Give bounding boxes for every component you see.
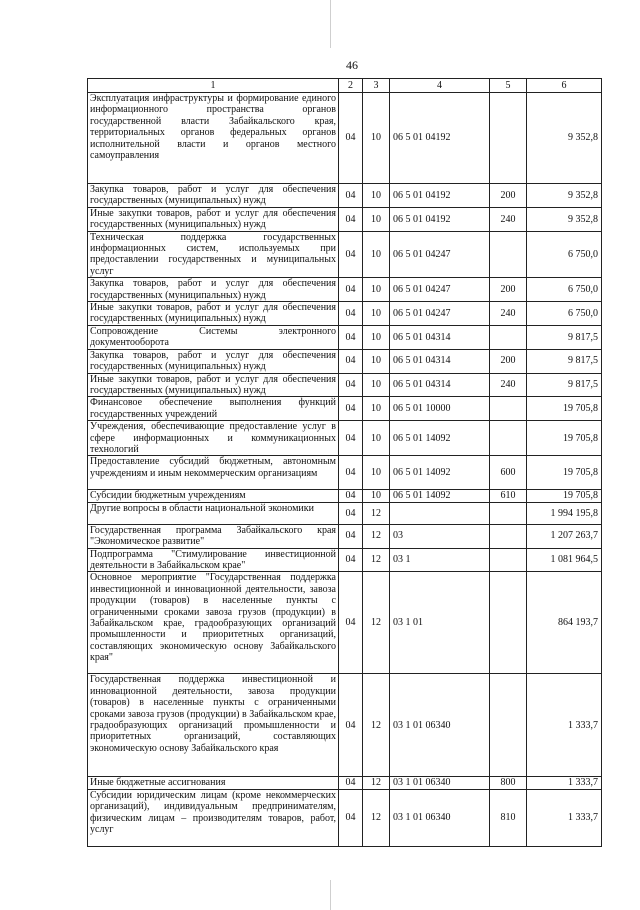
row-section: 04 [339,456,363,490]
row-subsection: 12 [363,789,390,846]
row-subsection: 12 [363,548,390,572]
scan-artifact-line [330,0,331,48]
row-expense-type: 200 [490,349,527,373]
row-expense-type: 240 [490,373,527,397]
table-row [88,93,602,184]
row-amount: 6 750,0 [527,278,602,302]
row-subsection: 12 [363,674,390,777]
table-row [88,325,602,349]
row-expense-type: 240 [490,302,527,326]
table-row [88,524,602,548]
row-amount: 9 817,5 [527,349,602,373]
row-description: Подпрограмма "Стимулирование инвестиционной деятельности в Забайкальском крае" [88,548,339,572]
row-subsection: 12 [363,777,390,789]
row-subsection: 12 [363,502,390,524]
row-target-code: 06 5 01 04314 [390,349,490,373]
row-expense-type: 810 [490,789,527,846]
row-amount: 864 193,7 [527,572,602,674]
row-amount: 1 081 964,5 [527,548,602,572]
row-description: Предоставление субсидий бюджетным, автономным учреждениям и иным некоммерческим организациям [88,456,339,490]
row-amount: 9 817,5 [527,373,602,397]
row-amount: 19 705,8 [527,397,602,421]
row-section: 04 [339,421,363,456]
row-amount: 6 750,0 [527,231,602,278]
row-description: Иные закупки товаров, работ и услуг для обеспечения государственных (муниципальных) нужд [88,302,339,326]
row-section: 04 [339,502,363,524]
header-col-6: 6 [527,79,602,93]
row-target-code: 03 1 01 06340 [390,674,490,777]
row-subsection: 10 [363,325,390,349]
row-subsection: 10 [363,93,390,184]
row-description: Закупка товаров, работ и услуг для обеспечения государственных (муниципальных) нужд [88,278,339,302]
row-amount: 9 352,8 [527,184,602,208]
row-target-code: 03 1 01 [390,572,490,674]
row-section: 04 [339,674,363,777]
row-target-code: 06 5 01 04247 [390,278,490,302]
row-section: 04 [339,184,363,208]
row-description: Сопровождение Системы электронного документооборота [88,325,339,349]
row-expense-type: 610 [490,490,527,502]
row-target-code: 03 1 01 06340 [390,789,490,846]
row-amount: 1 333,7 [527,789,602,846]
table-row [88,572,602,674]
row-section: 04 [339,325,363,349]
row-section: 04 [339,207,363,231]
row-expense-type: 200 [490,278,527,302]
header-row [88,79,602,93]
row-description: Закупка товаров, работ и услуг для обеспечения государственных (муниципальных) нужд [88,184,339,208]
row-description: Закупка товаров, работ и услуг для обеспечения государственных (муниципальных) нужд [88,349,339,373]
row-expense-type [490,231,527,278]
row-description: Иные закупки товаров, работ и услуг для обеспечения государственных (муниципальных) нужд [88,207,339,231]
row-description: Государственная программа Забайкальского края "Экономическое развитие" [88,524,339,548]
row-target-code: 03 1 01 06340 [390,777,490,789]
row-amount: 19 705,8 [527,490,602,502]
row-subsection: 12 [363,572,390,674]
row-section: 04 [339,397,363,421]
row-expense-type [490,524,527,548]
row-target-code: 06 5 01 04192 [390,184,490,208]
row-expense-type [490,548,527,572]
row-expense-type [490,397,527,421]
row-expense-type: 600 [490,456,527,490]
row-subsection: 10 [363,456,390,490]
row-expense-type [490,325,527,349]
table-row [88,456,602,490]
table-row [88,548,602,572]
row-expense-type [490,421,527,456]
row-section: 04 [339,789,363,846]
header-col-3: 3 [363,79,390,93]
header-col-1: 1 [88,79,339,93]
row-subsection: 10 [363,373,390,397]
row-subsection: 10 [363,421,390,456]
row-amount: 1 207 263,7 [527,524,602,548]
row-amount: 19 705,8 [527,456,602,490]
row-description: Финансовое обеспечение выполнения функций государственных учреждений [88,397,339,421]
row-description: Иные закупки товаров, работ и услуг для обеспечения государственных (муниципальных) нужд [88,373,339,397]
row-description: Учреждения, обеспечивающие предоставление услуг в сфере информационных и коммуникационных технологий [88,421,339,456]
table-row [88,502,602,524]
row-section: 04 [339,572,363,674]
row-target-code: 06 5 01 04192 [390,93,490,184]
row-target-code: 03 1 [390,548,490,572]
row-subsection: 10 [363,490,390,502]
row-subsection: 10 [363,397,390,421]
row-section: 04 [339,302,363,326]
table-row [88,231,602,278]
row-expense-type: 240 [490,207,527,231]
row-subsection: 10 [363,302,390,326]
row-subsection: 10 [363,207,390,231]
row-target-code [390,502,490,524]
page-number: 46 [346,58,358,72]
row-target-code: 06 5 01 04247 [390,231,490,278]
row-subsection: 10 [363,184,390,208]
table-row [88,789,602,846]
row-description: Другие вопросы в области национальной экономики [88,502,339,524]
table-row [88,421,602,456]
row-target-code: 06 5 01 04247 [390,302,490,326]
row-amount: 9 352,8 [527,207,602,231]
row-target-code: 06 5 01 14092 [390,490,490,502]
header-col-2: 2 [339,79,363,93]
row-subsection: 12 [363,524,390,548]
row-amount: 9 352,8 [527,93,602,184]
row-target-code: 06 5 01 14092 [390,456,490,490]
row-amount: 1 994 195,8 [527,502,602,524]
row-description: Эксплуатация инфраструктуры и формирование единого информационного пространства органов государственной власти Забайкальского края, территориальных органов федеральных органов исполнительной власти и органов местного самоуправления [88,93,339,184]
row-expense-type [490,93,527,184]
table-row [88,302,602,326]
row-target-code: 06 5 01 04314 [390,373,490,397]
table-body [88,93,602,847]
row-subsection: 10 [363,231,390,278]
table-row [88,184,602,208]
table-row [88,278,602,302]
row-section: 04 [339,490,363,502]
row-section: 04 [339,373,363,397]
row-subsection: 10 [363,349,390,373]
table-row [88,490,602,502]
row-target-code: 06 5 01 04314 [390,325,490,349]
row-amount: 1 333,7 [527,674,602,777]
row-amount: 1 333,7 [527,777,602,789]
row-target-code: 03 [390,524,490,548]
row-expense-type: 800 [490,777,527,789]
row-section: 04 [339,548,363,572]
row-section: 04 [339,777,363,789]
row-expense-type [490,572,527,674]
row-description: Иные бюджетные ассигнования [88,777,339,789]
row-expense-type: 200 [490,184,527,208]
row-amount: 19 705,8 [527,421,602,456]
row-section: 04 [339,278,363,302]
scan-artifact-line [330,880,331,910]
row-target-code: 06 5 01 10000 [390,397,490,421]
row-target-code: 06 5 01 04192 [390,207,490,231]
table-row [88,349,602,373]
row-section: 04 [339,231,363,278]
budget-table [87,78,602,847]
table-row [88,373,602,397]
row-description: Техническая поддержка государственных информационных систем, используемых при предоставлении государственных и муниципальных услуг [88,231,339,278]
row-amount: 6 750,0 [527,302,602,326]
row-section: 04 [339,349,363,373]
row-expense-type [490,502,527,524]
row-section: 04 [339,93,363,184]
row-subsection: 10 [363,278,390,302]
table-row [88,674,602,777]
table-row [88,207,602,231]
row-description: Субсидии юридическим лицам (кроме некоммерческих организаций), индивидуальным предпринимателям, физическим лицам – производителям товаров, работ, услуг [88,789,339,846]
row-amount: 9 817,5 [527,325,602,349]
header-col-4: 4 [390,79,490,93]
row-description: Государственная поддержка инвестиционной и инновационной деятельности, завоза продукции (товаров) в населенные пункты с ограниченными сроками завоза грузов (продукции) в Забайкальском крае, градообразующих организаций промышленности и приоритетных организаций, составляющих экономическую основу Забайкальского края [88,674,339,777]
row-description: Основное мероприятие "Государственная поддержка инвестиционной и инновационной деятельности, завоза продукции (товаров) в населенные пункты с ограниченными сроками завоза грузов (продукции) в Забайкальском крае, градообразующих организаций промышленности и приоритетных организаций, составляющих экономическую основу Забайкальского края" [88,572,339,674]
row-target-code: 06 5 01 14092 [390,421,490,456]
row-description: Субсидии бюджетным учреждениям [88,490,339,502]
header-col-5: 5 [490,79,527,93]
row-expense-type [490,674,527,777]
table-row [88,777,602,789]
table-row [88,397,602,421]
row-section: 04 [339,524,363,548]
